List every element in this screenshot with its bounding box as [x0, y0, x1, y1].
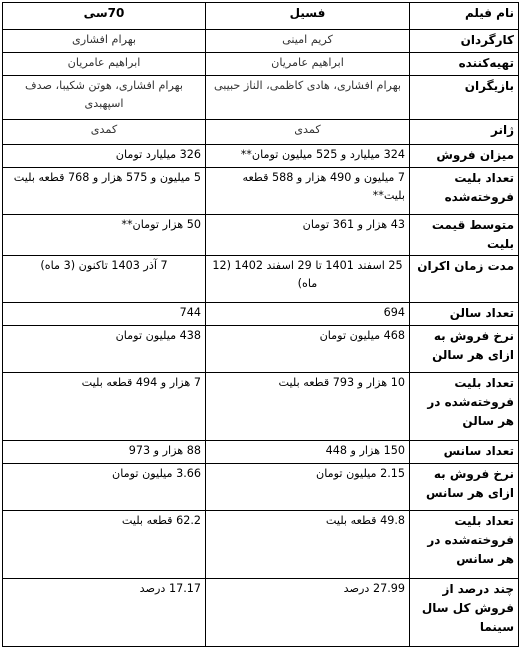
header-70si: 70سی	[3, 3, 206, 30]
comparison-table-container	[2, 2, 519, 647]
cell-70si: 17.17 درصد	[3, 579, 206, 647]
row-label: میزان فروش	[410, 145, 519, 168]
cell-fossil: 468 میلیون تومان	[206, 326, 410, 373]
cell-70si: 326 میلیارد تومان	[3, 145, 206, 168]
row-cast	[3, 76, 519, 120]
cell-fossil: کمدی	[206, 120, 410, 145]
row-label: نرخ فروش به ازای هر سانس	[410, 464, 519, 511]
header-row	[3, 3, 519, 30]
row-tickets-per-session	[3, 511, 519, 579]
row-sales-per-session	[3, 464, 519, 511]
row-label: تعداد سانس	[410, 441, 519, 464]
cell-70si: ابراهیم عامریان	[3, 53, 206, 76]
cell-fossil: 27.99 درصد	[206, 579, 410, 647]
cell-fossil: 10 هزار و 793 قطعه بلیت	[206, 373, 410, 441]
cell-70si: 438 میلیون تومان	[3, 326, 206, 373]
cell-fossil: 7 میلیون و 490 هزار و 588 قطعه بلیت**	[206, 168, 410, 215]
row-hall-count	[3, 303, 519, 326]
row-screening-period	[3, 256, 519, 303]
cell-70si: 7 آذر 1403 تاکنون (3 ماه)	[3, 256, 206, 303]
cell-fossil: 694	[206, 303, 410, 326]
row-session-count	[3, 441, 519, 464]
cell-70si: 3.66 میلیون تومان	[3, 464, 206, 511]
cell-fossil: ابراهیم عامریان	[206, 53, 410, 76]
cell-70si: 88 هزار و 973	[3, 441, 206, 464]
row-label: ژانر	[410, 120, 519, 145]
cell-fossil: 150 هزار و 448	[206, 441, 410, 464]
cell-70si: 50 هزار تومان**	[3, 215, 206, 256]
cell-70si: بهرام افشاری، هوتن شکیبا، صدف اسپهبدی	[3, 76, 206, 120]
row-label: تعداد بلیت فروخته‌شده در هر سالن	[410, 373, 519, 441]
cell-70si: 5 میلیون و 575 هزار و 768 قطعه بلیت	[3, 168, 206, 215]
cell-70si: بهرام افشاری	[3, 30, 206, 53]
row-sales	[3, 145, 519, 168]
cell-fossil: 324 میلیارد و 525 میلیون تومان**	[206, 145, 410, 168]
cell-70si: کمدی	[3, 120, 206, 145]
cell-fossil: 2.15 میلیون تومان	[206, 464, 410, 511]
row-label: تعداد بلیت فروخته‌شده	[410, 168, 519, 215]
cell-fossil: 25 اسفند 1401 تا 29 اسفند 1402 (12 ماه)	[206, 256, 410, 303]
row-director	[3, 30, 519, 53]
row-label: مدت زمان اکران	[410, 256, 519, 303]
row-label: تهیه‌کننده	[410, 53, 519, 76]
row-avg-ticket-price	[3, 215, 519, 256]
cell-fossil: 43 هزار و 361 تومان	[206, 215, 410, 256]
row-label: چند درصد از فروش کل سال سینما	[410, 579, 519, 647]
row-label: متوسط قیمت بلیت	[410, 215, 519, 256]
row-label: کارگردان	[410, 30, 519, 53]
row-label: تعداد سالن	[410, 303, 519, 326]
row-producer	[3, 53, 519, 76]
cell-fossil: بهرام افشاری، هادی کاظمی، الناز حبیبی	[206, 76, 410, 120]
row-tickets-sold	[3, 168, 519, 215]
cell-70si: 744	[3, 303, 206, 326]
header-film-name: نام فیلم	[410, 3, 519, 30]
header-fossil: فسیل	[206, 3, 410, 30]
film-comparison-table	[2, 2, 519, 647]
cell-70si: 62.2 قطعه بلیت	[3, 511, 206, 579]
row-label: بازیگران	[410, 76, 519, 120]
row-tickets-per-hall	[3, 373, 519, 441]
cell-fossil: 49.8 قطعه بلیت	[206, 511, 410, 579]
row-label: تعداد بلیت فروخته‌شده در هر سانس	[410, 511, 519, 579]
row-label: نرخ فروش به ازای هر سالن	[410, 326, 519, 373]
cell-70si: 7 هزار و 494 قطعه بلیت	[3, 373, 206, 441]
row-sales-per-hall	[3, 326, 519, 373]
cell-fossil: کریم امینی	[206, 30, 410, 53]
row-genre	[3, 120, 519, 145]
row-share-of-annual-sales	[3, 579, 519, 647]
